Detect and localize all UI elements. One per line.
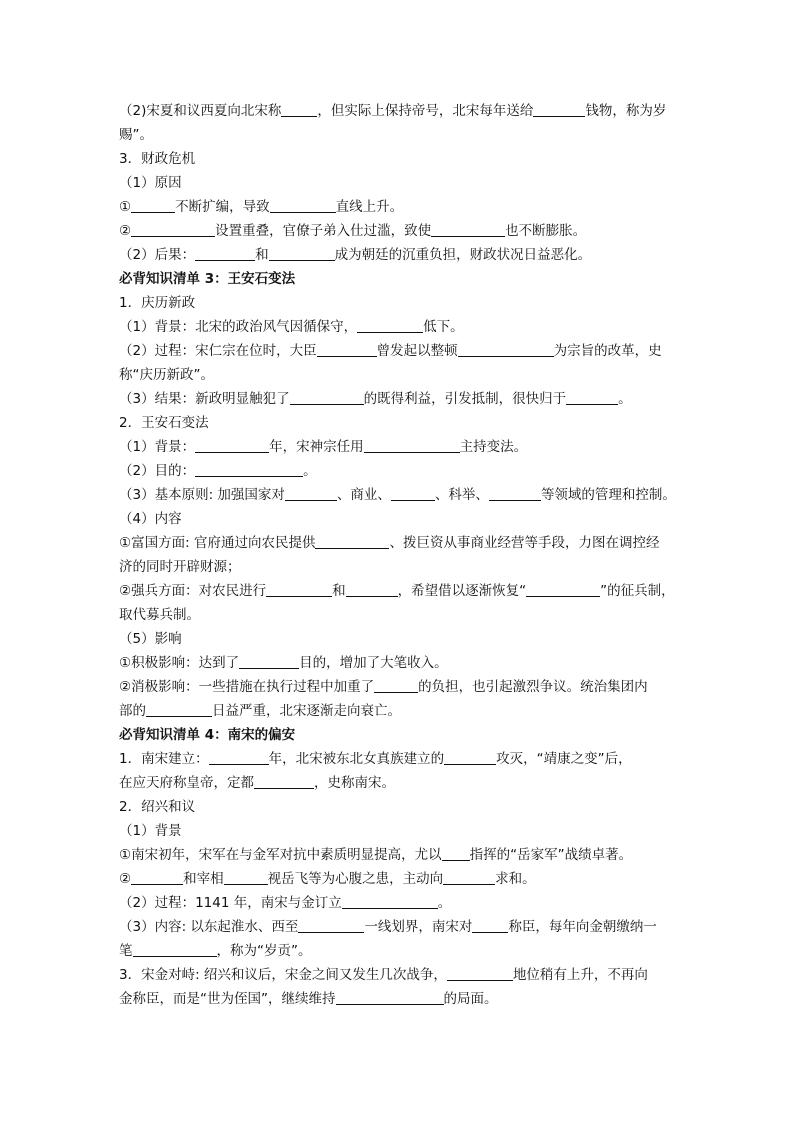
blank[interactable] — [266, 581, 332, 597]
blank[interactable] — [270, 197, 336, 213]
blank[interactable] — [336, 989, 444, 1005]
text-line: （2）过程：宋仁宗在位时，大臣 曾发起以整顿 为宗旨的改革，史 — [119, 343, 662, 359]
blank[interactable] — [374, 677, 418, 693]
text-line: （3）结果：新政明显触犯了 的既得利益，引发抵制，很快归于 。 — [119, 391, 632, 407]
blank[interactable] — [290, 389, 364, 405]
blank[interactable] — [391, 485, 435, 501]
text-line: ②消极影响：一些措施在执行过程中加重了 的负担，也引起激烈争议。统治集团内 — [119, 679, 648, 695]
blank[interactable] — [195, 437, 269, 453]
blank[interactable] — [224, 869, 268, 885]
blank[interactable] — [458, 341, 554, 357]
blank[interactable] — [566, 389, 618, 405]
text-line: （2）目的： 。 — [119, 463, 317, 479]
blank[interactable] — [444, 749, 496, 765]
blank[interactable] — [269, 245, 335, 261]
blank[interactable] — [346, 581, 398, 597]
text-line: （3）基本原则: 加强国家对 、商业、 、科举、 等领域的管理和控制。 — [119, 487, 676, 503]
blank[interactable] — [133, 941, 217, 957]
text-line: 取代募兵制。 — [119, 607, 200, 623]
text-line: ① 不断扩编，导致 直线上升。 — [119, 199, 404, 215]
text-line: 赐”。 — [119, 127, 153, 143]
text-line: （3）内容: 以东起淮水、西至 一线划界，南宋对 称臣，每年向金朝缴纳一 — [119, 919, 657, 935]
text-line: 在应天府称皇帝，定都 ，史称南宋。 — [119, 775, 395, 791]
blank[interactable] — [443, 869, 495, 885]
blank[interactable] — [195, 245, 255, 261]
blank[interactable] — [195, 461, 303, 477]
text-line: 金称臣，而是“世为侄国”，继续维持 的局面。 — [119, 991, 498, 1007]
subsection-heading: （1）背景 — [119, 823, 182, 839]
blank[interactable] — [442, 845, 470, 861]
blank[interactable] — [239, 653, 299, 669]
blank[interactable] — [254, 773, 314, 789]
subsection-heading: （1）原因 — [119, 175, 182, 191]
text-line: （1）背景：北宋的政治风气因循保守， 低下。 — [119, 319, 464, 335]
blank[interactable] — [209, 749, 269, 765]
text-line: ①南宋初年，宋军在与金军对抗中素质明显提高，尤以 指挥的“岳家军”战绩卓著。 — [119, 847, 633, 863]
section-heading: 2．绍兴和议 — [119, 799, 196, 815]
text-line: （1）背景： 年，宋神宗任用 主持变法。 — [119, 439, 528, 455]
text-line: 部的 日益严重，北宋逐渐走向衰亡。 — [119, 703, 401, 719]
blank[interactable] — [317, 341, 377, 357]
text-line: ② 设置重叠，官僚子弟入仕过滥，致使 也不断膨胀。 — [119, 223, 587, 239]
text-line: （2)宋夏和议西夏向北宋称 ，但实际上保持帝号，北宋每年送给 钱物，称为岁 — [119, 103, 667, 119]
blank[interactable] — [281, 101, 317, 117]
list-heading: 必背知识清单 4：南宋的偏安 — [119, 727, 296, 743]
subsection-heading: （5）影响 — [119, 631, 182, 647]
text-line: ② 和宰相 视岳飞等为心腹之患，主动向 求和。 — [119, 871, 536, 887]
text-line: 称“庆历新政”。 — [119, 367, 214, 383]
blank[interactable] — [472, 917, 508, 933]
blank[interactable] — [533, 101, 585, 117]
text-line: ①富国方面: 官府通过向农民提供 、拨巨资从事商业经营等手段，力图在调控经 — [119, 535, 660, 551]
blank[interactable] — [298, 917, 364, 933]
text-line: （2）后果： 和 成为朝廷的沉重负担，财政状况日益恶化。 — [119, 247, 592, 263]
blank[interactable] — [146, 701, 212, 717]
blank[interactable] — [342, 893, 438, 909]
text-line: ①积极影响：达到了 目的，增加了大笔收入。 — [119, 655, 448, 671]
blank[interactable] — [131, 221, 215, 237]
blank[interactable] — [489, 485, 541, 501]
blank[interactable] — [285, 485, 337, 501]
blank[interactable] — [131, 197, 175, 213]
section-heading: 1．庆历新政 — [119, 295, 196, 311]
blank[interactable] — [364, 437, 460, 453]
section-heading: 2．王安石变法 — [119, 415, 209, 431]
section-heading: 3．财政危机 — [119, 151, 196, 167]
blank[interactable] — [526, 581, 600, 597]
blank[interactable] — [131, 869, 183, 885]
text-line: ②强兵方面：对农民进行 和 ，希望借以逐渐恢复“ ”的征兵制， — [119, 583, 675, 599]
blank[interactable] — [357, 317, 423, 333]
blank[interactable] — [447, 965, 513, 981]
subsection-heading: （4）内容 — [119, 511, 182, 527]
text-line: 济的同时开辟财源； — [119, 559, 241, 575]
text-line: 笔 ，称为“岁贡”。 — [119, 943, 312, 959]
text-line: 3．宋金对峙: 绍兴和议后，宋金之间又发生几次战争， 地位稍有上升，不再向 — [119, 967, 648, 983]
list-heading: 必背知识清单 3：王安石变法 — [119, 271, 296, 287]
text-line: （2）过程：1141 年，南宋与金订立 。 — [119, 895, 452, 911]
text-line: 1．南宋建立： 年，北宋被东北女真族建立的 攻灭，“靖康之变”后， — [119, 751, 632, 767]
blank[interactable] — [315, 533, 389, 549]
blank[interactable] — [431, 221, 505, 237]
